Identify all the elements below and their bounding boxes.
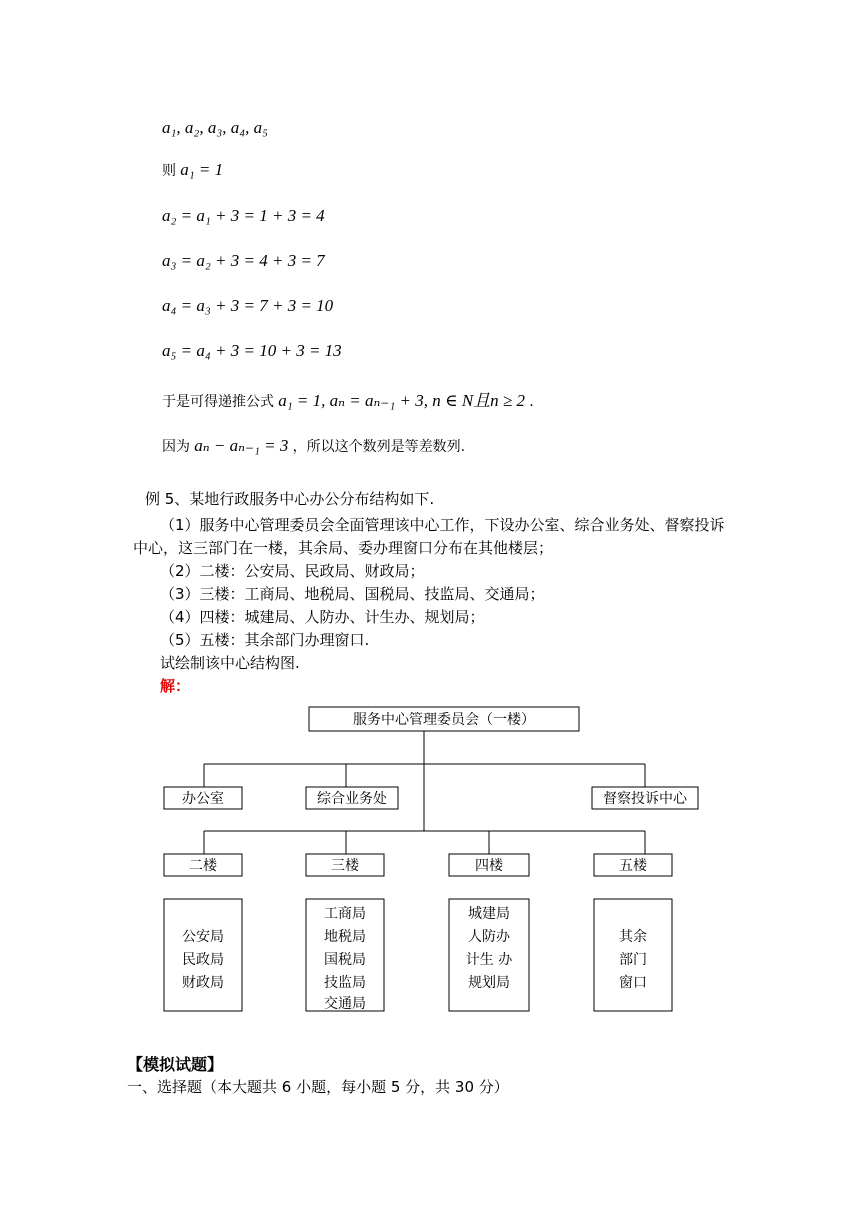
a1-formula: a₁ = 1 [180, 160, 224, 179]
inspection-label: 督察投诉中心 [603, 791, 687, 807]
example-item-4: （4）四楼：城建局、人防办、计生办、规划局； [160, 608, 485, 626]
solution-label: 解： [160, 677, 191, 695]
example-item-3: （3）三楼：工商局、地税局、国税局、技监局、交通局； [160, 585, 545, 603]
question-heading: 一、选择题（本大题共 6 小题，每小题 5 分，共 30 分） [127, 1078, 509, 1096]
a1-line [162, 160, 223, 180]
a5-formula: a₅ = a₄ + 3 = 10 + 3 = 13 [162, 341, 342, 360]
recurrence-formula: a₁ = 1, aₙ = aₙ₋₁ + 3, n ∈ N且n ≥ 2 [278, 391, 525, 410]
dept-gongan: 公安局 [182, 929, 224, 945]
conclusion-prefix: 因为 [162, 439, 190, 455]
a4-line [162, 296, 333, 316]
example-task: 试绘制该中心结构图. [160, 654, 300, 672]
a2-formula: a₂ = a₁ + 3 = 1 + 3 = 4 [162, 206, 325, 225]
business-label: 综合业务处 [317, 791, 387, 807]
sequence-formula: a₁, a₂, a₃, a₄, a₅ [162, 118, 269, 137]
a2-line [162, 206, 325, 226]
a4-formula: a₄ = a₃ + 3 = 7 + 3 = 10 [162, 296, 334, 315]
dept-guoshui: 国税局 [324, 952, 366, 968]
dept-chengjian: 城建局 [468, 906, 510, 922]
dept-caizheng: 财政局 [182, 975, 224, 991]
floor-2-label: 二楼 [189, 858, 217, 874]
dept-jijian: 技监局 [324, 975, 366, 991]
dept-dishui: 地税局 [324, 929, 366, 945]
structure-diagram [0, 700, 860, 1030]
a3-formula: a₃ = a₂ + 3 = 4 + 3 = 7 [162, 251, 325, 270]
floor-4-label: 四楼 [475, 858, 503, 874]
example-item-5: （5）五楼：其余部门办理窗口. [160, 631, 370, 649]
a5-line [162, 341, 342, 361]
example-item-2: （2）二楼：公安局、民政局、财政局； [160, 562, 425, 580]
recurrence-line [162, 386, 534, 411]
recurrence-prefix: 于是可得递推公式 [162, 394, 274, 410]
dept-guihua: 规划局 [468, 975, 510, 991]
recurrence-suffix: . [529, 394, 534, 410]
dept-chuangkou: 窗口 [619, 975, 647, 991]
dept-minzheng: 民政局 [182, 952, 224, 968]
root-label: 服务中心管理委员会（一楼） [353, 712, 535, 728]
sequence-line [162, 118, 268, 138]
office-label: 办公室 [182, 791, 224, 807]
section-title: 【模拟试题】 [127, 1055, 224, 1074]
dept-gongshang: 工商局 [324, 906, 366, 922]
dept-renfang: 人防办 [468, 929, 510, 945]
dept-jiaotong: 交通局 [324, 996, 366, 1012]
dept-bumen: 部门 [619, 952, 647, 968]
conclusion-suffix: ，所以这个数列是等差数列. [292, 439, 466, 455]
a3-line [162, 251, 325, 271]
example-title: 例 5、某地行政服务中心办公分布结构如下. [145, 490, 435, 508]
dept-jisheng: 计生 办 [465, 952, 513, 968]
example-item-1: （1）服务中心管理委员会全面管理该中心工作，下设办公室、综合业务处、督察投诉 [160, 516, 725, 534]
a1-prefix: 则 [162, 163, 176, 179]
conclusion-formula: aₙ − aₙ₋₁ = 3 [194, 436, 289, 455]
dept-qiyu: 其余 [619, 929, 647, 945]
example-item-1-cont: 中心，这三部门在一楼，其余局、委办理窗口分布在其他楼层； [133, 539, 554, 557]
floor-3-label: 三楼 [331, 858, 359, 874]
floor-5-label: 五楼 [619, 858, 647, 874]
conclusion-line [162, 436, 465, 456]
